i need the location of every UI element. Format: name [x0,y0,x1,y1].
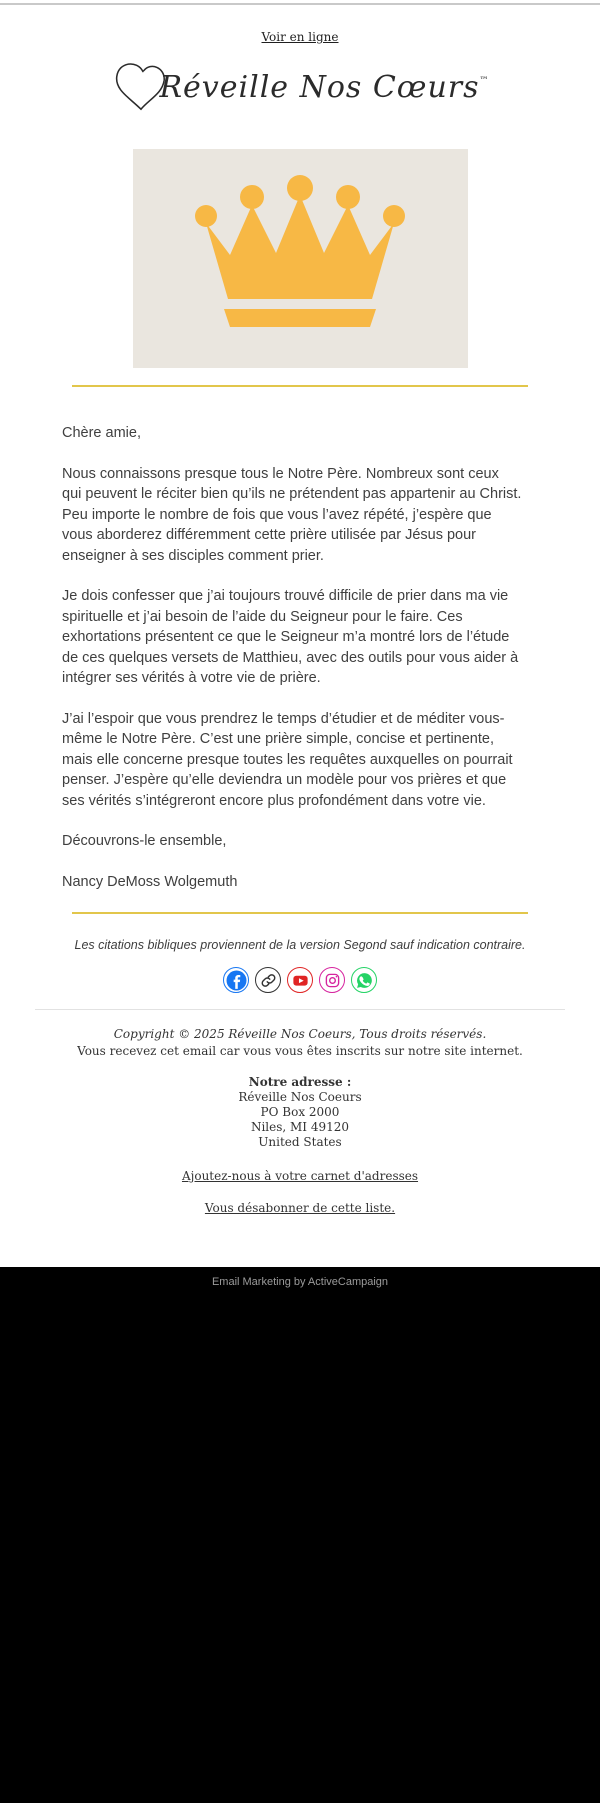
youtube-icon[interactable] [287,967,313,993]
accent-divider-bottom [72,912,528,914]
accent-divider-top [72,385,528,387]
whatsapp-icon[interactable] [351,967,377,993]
address-org: Réveille Nos Coeurs [238,1090,362,1104]
bible-version-note: Les citations bibliques proviennent de la version Segond sauf indication contraire. [74,938,526,952]
letterbox-black-area [0,1265,600,1803]
copyright-line: Copyright © 2025 Réveille Nos Coeurs, Tous droits réservés. [113,1027,487,1041]
facebook-icon[interactable] [223,967,249,993]
paragraph-2: Je dois confesser que j’ai toujours trouvé difficile de prier dans ma vie spirituelle et j’ai besoin de l’aide du Seigneur pour le faire. Ces exhortations présentent ce que le Seigneur m’a montré lors de l’étude de ces quelques versets de Matthieu, avec des outils pour vous aider à intégrer ses vérités à votre vie de prière. [62,588,519,686]
email-page [0,3,600,1288]
view-online-row [0,5,600,46]
footer [0,1027,600,1216]
closing-line: Découvrons-le ensemble, [62,833,227,849]
address-po-box: PO Box 2000 [260,1105,340,1119]
letter-body [62,423,522,892]
signature: Nancy DeMoss Wolgemuth [62,873,238,890]
link-icon[interactable] [255,967,281,993]
trademark-symbol: ™ [479,75,489,86]
address-label: Notre adresse : [248,1075,352,1089]
crown-icon [194,175,406,342]
unsubscribe-link[interactable]: Vous désabonner de cette liste. [204,1201,396,1215]
greeting: Chère amie, [62,425,141,441]
add-to-contacts-link[interactable]: Ajoutez-nous à votre carnet d'adresses [181,1169,419,1183]
footer-divider [35,1009,565,1010]
social-icons-row [0,967,600,993]
view-online-link[interactable]: Voir en ligne [261,30,339,44]
subscription-reason: Vous recevez cet email car vous vous êtes inscrits sur notre site internet. [77,1044,523,1058]
address-country: United States [258,1135,342,1149]
brand-logo [0,56,600,118]
address-city: Niles, MI 49120 [250,1120,350,1134]
brand-name: Réveille Nos Cœurs™ [159,69,489,105]
instagram-icon[interactable] [319,967,345,993]
hero-image [133,149,468,368]
paragraph-3: J’ai l’espoir que vous prendrez le temps d’étudier et de méditer vous-même le Notre Père. C’est une prière simple, concise et pertinente, mais elle concerne presque toutes les requêtes auxquelles on pourrait penser. J’espère qu’elle deviendra un modèle pour vos prières et que ses vérités s’intégreront encore plus profondément dans votre vie. [62,710,513,809]
paragraph-1: Nous connaissons presque tous le Notre Père. Nombreux sont ceux qui peuvent le réciter bien qu’ils ne prétendent pas appartenir au Christ. Peu importe le nombre de fois que vous l’avez répété, j’espère que vous aborderez différemment cette prière utilisée par Jésus pour enseigner à ses disciples comment prier. [62,465,522,564]
provider-link[interactable]: Email Marketing by ActiveCampaign [211,1276,389,1288]
